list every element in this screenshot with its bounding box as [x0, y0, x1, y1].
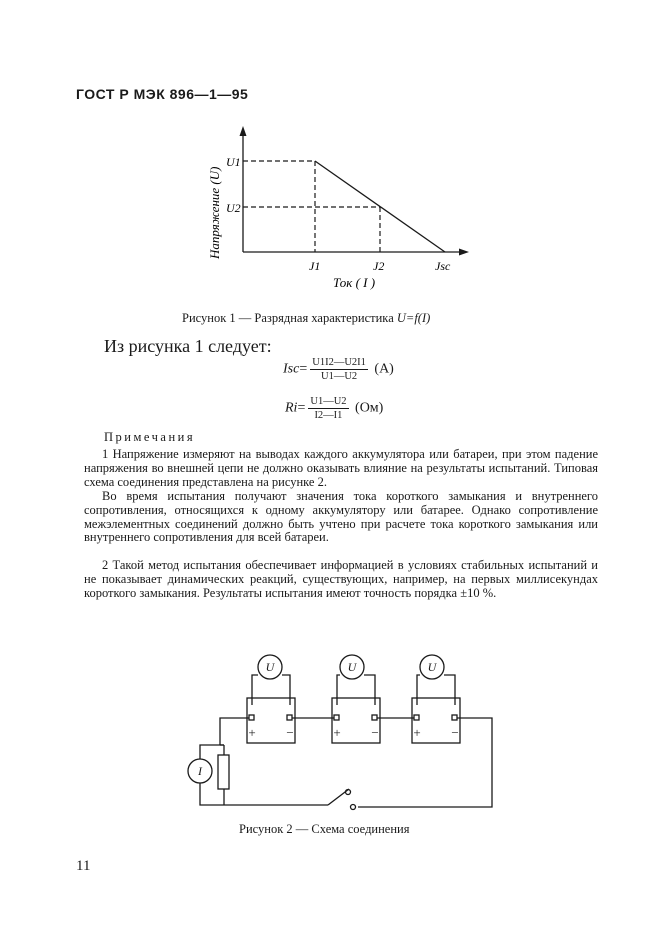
- follows-text: Из рисунка 1 следует:: [104, 336, 272, 356]
- minus-sign-1: −: [286, 725, 294, 740]
- plus-sign-3: +: [413, 725, 421, 740]
- page-number: 11: [76, 858, 91, 874]
- x-axis-label: Ток ( I ): [333, 275, 376, 290]
- switch-contact-right: [351, 805, 356, 810]
- document-header: ГОСТ Р МЭК 896—1—95: [76, 86, 249, 102]
- figure2-caption: Рисунок 2 — Схема соединения: [239, 822, 410, 836]
- connection-diagram: [180, 645, 500, 825]
- jsc-label: Jsc: [435, 259, 451, 273]
- y-axis-arrow: [240, 126, 247, 136]
- voltmeter-2-label: U: [347, 660, 357, 674]
- note-1: 1 Напряжение измеряют на выводах каждого аккумулятора или батареи, при этом падение напряжения во внешней цепи не должно оказывать влияние на результаты испытаний. Типовая схема соединения представлена на рисунке 2.: [84, 447, 598, 489]
- u2-label: U2: [226, 201, 241, 215]
- j2-label: J2: [373, 259, 385, 273]
- minus-sign-3: −: [451, 725, 459, 740]
- ammeter-label: I: [198, 764, 202, 778]
- ri-formula: Ri= $\frac{U1—U2}{I2—I1}$ (Ом): [285, 396, 384, 421]
- discharge-characteristic-plot: [190, 125, 480, 300]
- minus-sign-2: −: [371, 725, 379, 740]
- shunt-resistor: [218, 755, 229, 789]
- u1-label: U1: [226, 155, 241, 169]
- voltmeter-1-label: U: [265, 660, 275, 674]
- notes-title: Примечания: [104, 430, 196, 444]
- x-axis-arrow: [459, 249, 469, 256]
- voltmeter-3-label: U: [427, 660, 437, 674]
- switch-blade: [328, 789, 349, 805]
- isc-formula: Isc= $\frac{U1I2—U2I1}{U1—U2}$ (А): [283, 357, 394, 382]
- j1-label: J1: [309, 259, 321, 273]
- y-axis-label: Напряжение (U): [207, 166, 222, 259]
- note-2: 2 Такой метод испытания обеспечивает информацией в условиях стабильных испытаний и не показывает динамических реакций, существующих, например, на первых миллисекундах короткого замыкания. Результаты испытания имеют точность порядка ±10 %.: [84, 558, 598, 600]
- figure1-caption: Рисунок 1 — Разрядная характеристика U=f(I): [182, 311, 431, 325]
- plus-sign-2: +: [333, 725, 341, 740]
- note-1-continued: Во время испытания получают значения тока короткого замыкания и внутреннего сопротивления, относящихся к одному аккумулятору или батарее. Однако сопротивление межэлементных соединений должно быть учтено при расчете тока короткого замыкания или внутреннего сопротивления для всей батареи.: [84, 489, 598, 545]
- plus-sign-1: +: [248, 725, 256, 740]
